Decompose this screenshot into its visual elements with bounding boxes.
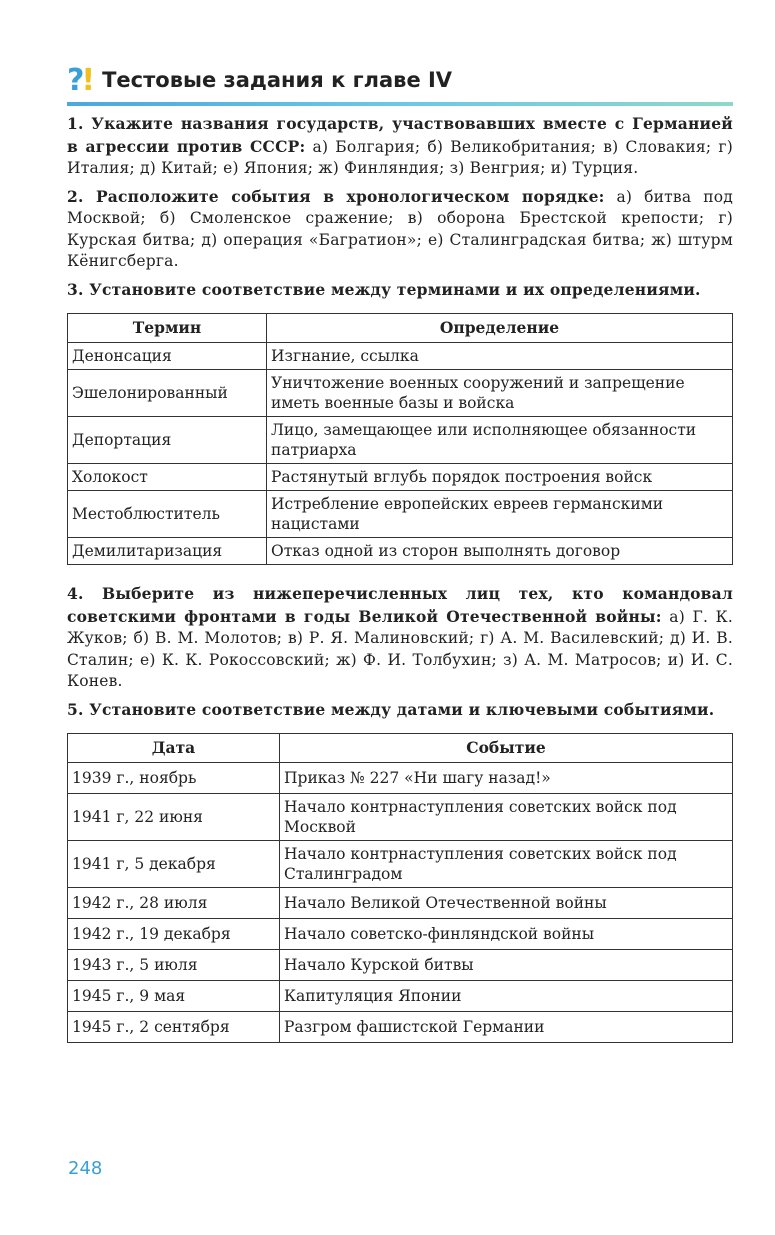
dates-table xyxy=(67,733,733,1043)
question-2 xyxy=(67,186,733,273)
question-lead: 4. Выберите из нижеперечисленных лиц тех, кто командовал советскими фронтами в годы Великой Отечественной войны: xyxy=(67,584,733,626)
table-row xyxy=(68,1012,733,1043)
cell-key: 1941 г, 5 декабря xyxy=(68,841,280,888)
question-options: а) Г. К. Жуков; б) В. М. Молотов; в) Р. Я. Малиновский; г) А. М. Василевский; д) И. В. Сталин; е) К. К. Рокоссовский; ж) Ф. И. Толбухин; з) А. М. Матросов; и) И. С. Конев. xyxy=(67,607,734,690)
question-1 xyxy=(67,113,733,180)
title-underline xyxy=(67,102,733,106)
cell-value: Начало контрнаступления советских войск под Москвой xyxy=(280,794,733,841)
section-title: Тестовые задания к главе IV xyxy=(102,68,453,92)
column-header: Дата xyxy=(68,734,280,763)
table-row xyxy=(68,417,733,464)
table-row xyxy=(68,491,733,538)
table-row xyxy=(68,919,733,950)
cell-key: 1942 г., 19 декабря xyxy=(68,919,280,950)
table-row xyxy=(68,538,733,565)
cell-key: 1939 г., ноябрь xyxy=(68,763,280,794)
question-exclamation-icon: ?! xyxy=(67,62,93,98)
cell-value: Изгнание, ссылка xyxy=(267,343,733,370)
cell-key: Демилитаризация xyxy=(68,538,267,565)
cell-key: Депортация xyxy=(68,417,267,464)
cell-value: Истребление европейских евреев германскими нацистами xyxy=(267,491,733,538)
cell-value: Приказ № 227 «Ни шагу назад!» xyxy=(280,763,733,794)
cell-value: Лицо, замещающее или исполняющее обязанности патриарха xyxy=(267,417,733,464)
cell-key: 1945 г., 2 сентября xyxy=(68,1012,280,1043)
column-header: Определение xyxy=(267,314,733,343)
table-header-row xyxy=(68,734,733,763)
question-lead: 5. Установите соответствие между датами и ключевыми событиями. xyxy=(67,699,715,719)
table-row xyxy=(68,464,733,491)
cell-value: Начало советско-финляндской войны xyxy=(280,919,733,950)
textbook-page xyxy=(67,62,733,1061)
question-4 xyxy=(67,583,733,693)
cell-key: 1945 г., 9 мая xyxy=(68,981,280,1012)
cell-key: 1942 г., 28 июля xyxy=(68,888,280,919)
cell-value: Капитуляция Японии xyxy=(280,981,733,1012)
page-number: 248 xyxy=(68,1158,103,1179)
question-3 xyxy=(67,279,733,302)
table-row xyxy=(68,794,733,841)
cell-value: Растянутый вглубь порядок построения войск xyxy=(267,464,733,491)
question-options: а) битва под Москвой; б) Смоленское сражение; в) оборона Брестской крепости; г) Курская битва; д) операция «Багратион»; е) Сталинградская битва; ж) штурм Кёнигсберга. xyxy=(67,187,733,270)
cell-value: Начало Курской битвы xyxy=(280,950,733,981)
question-lead: 1. Укажите названия государств, участвовавших вместе с Германией в агрессии против СССР: xyxy=(67,114,733,156)
terms-table xyxy=(67,313,733,565)
cell-key: Холокост xyxy=(68,464,267,491)
section-header xyxy=(67,62,733,98)
cell-value: Отказ одной из сторон выполнять договор xyxy=(267,538,733,565)
table-row xyxy=(68,950,733,981)
column-header: Термин xyxy=(68,314,267,343)
cell-value: Начало контрнаступления советских войск под Сталинградом xyxy=(280,841,733,888)
table-row xyxy=(68,841,733,888)
table-row xyxy=(68,370,733,417)
cell-key: Местоблюститель xyxy=(68,491,267,538)
cell-value: Разгром фашистской Германии xyxy=(280,1012,733,1043)
table-row xyxy=(68,343,733,370)
cell-value: Уничтожение военных сооружений и запрещение иметь военные базы и войска xyxy=(267,370,733,417)
cell-key: Эшелонированный xyxy=(68,370,267,417)
table-row xyxy=(68,981,733,1012)
cell-key: 1943 г., 5 июля xyxy=(68,950,280,981)
column-header: Событие xyxy=(280,734,733,763)
table-row xyxy=(68,888,733,919)
question-lead: 2. Расположите события в хронологическом порядке: xyxy=(67,186,605,206)
question-5 xyxy=(67,699,733,722)
cell-value: Начало Великой Отечественной войны xyxy=(280,888,733,919)
table-header-row xyxy=(68,314,733,343)
cell-key: 1941 г, 22 июня xyxy=(68,794,280,841)
table-row xyxy=(68,763,733,794)
question-options: а) Болгария; б) Великобритания; в) Словакия; г) Италия; д) Китай; е) Япония; ж) Финляндия; з) Венгрия; и) Турция. xyxy=(67,137,733,177)
question-lead: 3. Установите соответствие между терминами и их определениями. xyxy=(67,279,701,299)
cell-key: Денонсация xyxy=(68,343,267,370)
